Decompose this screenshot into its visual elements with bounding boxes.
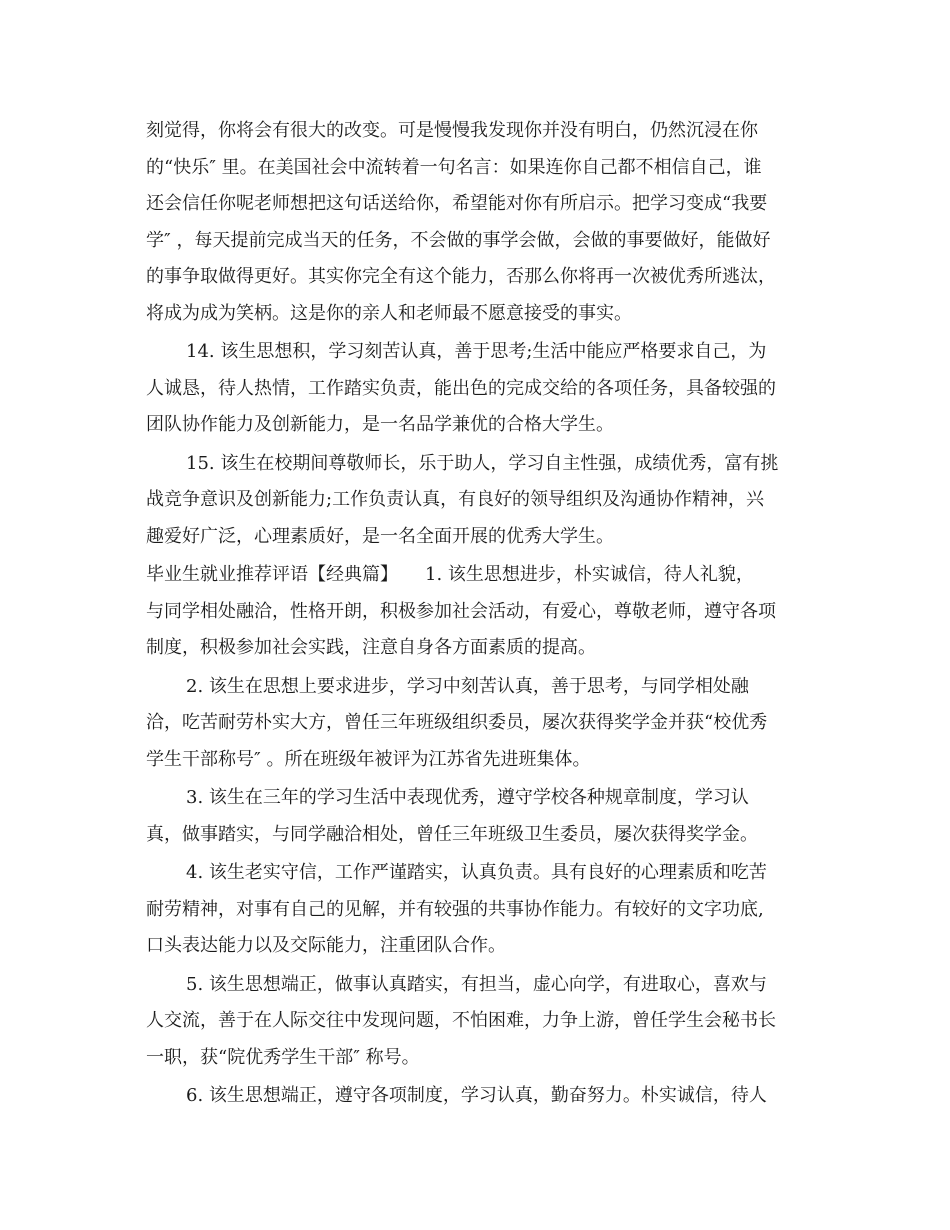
text-line: 趣爱好广泛，心理素质好，是一名全面开展的优秀大学生。 <box>146 525 614 547</box>
paragraph-start-15: 15. 该生在校期间尊敬师长，乐于助人，学习自主性强，成绩优秀，富有挑 <box>186 452 779 474</box>
text-line: 战竞争意识及创新能力;工作负责认真，有良好的领导组织及沟通协作精神，兴 <box>146 489 765 510</box>
text-line: 将成为成为笑柄。这是你的亲人和老师最不愿意接受的事实。 <box>146 302 632 324</box>
text-line: 真，做事踏实，与同学融洽相处，曾任三年班级卫生委员，屡次获得奖学金。 <box>146 823 758 845</box>
text-line: 洽，吃苦耐劳朴实大方，曾任三年班级组织委员，屡次获得奖学金并获“校优秀 <box>146 712 768 733</box>
text-line: 团队协作能力及创新能力，是一名品学兼优的合格大学生。 <box>146 414 614 435</box>
text-line: 还会信任你呢老师想把这句话送给你，希望能对你有所启示。把学习变成“我要 <box>146 193 768 214</box>
paragraph-start-2: 2. 该生在思想上要求进步，学习中刻苦认真，善于思考，与同学相处融 <box>186 675 749 697</box>
paragraph-start-5: 5. 该生思想端正，做事认真踏实，有担当，虚心向学，有进取心，喜欢与 <box>186 973 767 995</box>
text-line: 口头表达能力以及交际能力，注重团队合作。 <box>146 935 506 956</box>
paragraph-start-4: 4. 该生老实守信，工作严谨踏实，认真负责。具有良好的心理素质和吃苦 <box>186 862 767 883</box>
paragraph-start-14: 14. 该生思想积，学习刻苦认真，善于思考;生活中能应严格要求自己，为 <box>186 341 767 362</box>
text-line: 学生干部称号″ 。所在班级年被评为江苏省先进班集体。 <box>146 748 591 770</box>
text-line: 刻觉得，你将会有很大的改变。可是慢慢我发现你并没有明白，仍然沉浸在你 <box>146 120 758 141</box>
text-line: 制度，积极参加社会实践，注意自身各方面素质的提高。 <box>146 637 596 658</box>
text-line: 的“快乐″ 里。在美国社会中流转着一句名言：如果连你自己都不相信自己，谁 <box>146 156 762 178</box>
text-line: 与同学相处融洽，性格开朗，积极参加社会活动，有爱心，尊敬老师，遵守各项 <box>146 600 776 622</box>
text-line: 一职，获“院优秀学生干部″ 称号。 <box>146 1046 420 1068</box>
text-line: 耐劳精神，对事有自己的见解，并有较强的共事协作能力。有较好的文字功底, <box>146 898 764 920</box>
paragraph-start-6: 6. 该生思想端正，遵守各项制度，学习认真，勤奋努力。朴实诚信，待人 <box>186 1085 767 1106</box>
text-line: 人诚恳，待人热情，工作踏实负责，能出色的完成交给的各项任务，具备较强的 <box>146 377 776 399</box>
document-body <box>146 113 806 1115</box>
text-line: 学″ ，每天提前完成当天的任务，不会做的事学会做，会做的事要做好，能做好 <box>146 229 771 251</box>
section-heading-line: 毕业生就业推荐评语【经典篇】 1. 该生思想进步，朴实诚信，待人礼貌， <box>146 564 754 585</box>
paragraph-start-3: 3. 该生在三年的学习生活中表现优秀，遵守学校各种规章制度，学习认 <box>186 787 749 808</box>
text-line: 的事争取做得更好。其实你完全有这个能力，否那么你将再一次被优秀所逃汰， <box>146 266 776 287</box>
text-line: 人交流，善于在人际交往中发现问题，不怕困难，力争上游，曾任学生会秘书长 <box>146 1010 776 1031</box>
